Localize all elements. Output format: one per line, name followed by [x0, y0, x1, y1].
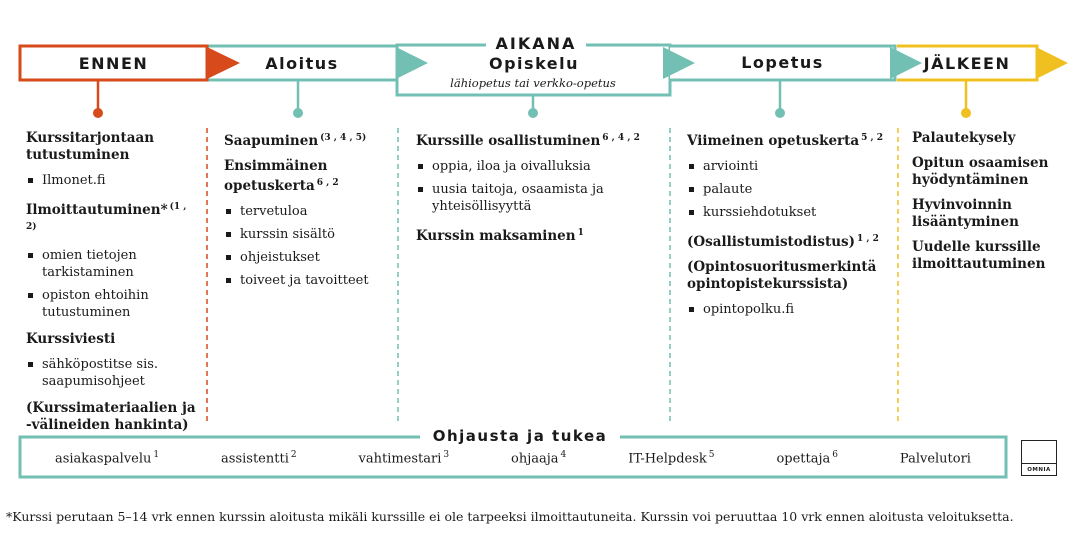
- column-opiskelu: [416, 130, 656, 253]
- list-lopetus-1: [687, 158, 887, 221]
- stage-lopetus-label: Lopetus: [741, 53, 824, 72]
- stage-opiskelu-label: Opiskelu: [489, 54, 579, 73]
- heading-ilmoittautuminen: [26, 199, 198, 239]
- heading-text: Ensimmäinen opetuskerta: [224, 158, 328, 194]
- list-item: toiveet ja tavoitteet: [224, 272, 390, 289]
- support-label: ohjaaja: [511, 451, 559, 467]
- list-item: sähköpostitse sis. saapumisohjeet: [26, 356, 198, 390]
- footnote-ref: 3: [443, 450, 450, 460]
- column-aloitus: [224, 130, 390, 299]
- list-item: arviointi: [687, 158, 887, 175]
- footnote-ref: (3 , 4 , 5): [320, 133, 367, 143]
- heading-ensimmainen: [224, 158, 390, 195]
- support-item: [221, 450, 297, 466]
- column-jalkeen: [912, 130, 1072, 281]
- support-item: [359, 450, 450, 466]
- support-item: [628, 450, 714, 466]
- stage-aikana-label: AIKANA: [486, 34, 586, 54]
- footnote-ref: 4: [560, 450, 567, 460]
- pin-aloitus-dot: [293, 108, 303, 118]
- list-item: oppia, iloa ja oivalluksia: [416, 158, 656, 175]
- heading-viimeinen: [687, 130, 887, 150]
- support-list: [24, 450, 1004, 466]
- pin-jalkeen-dot: [961, 108, 971, 118]
- footnote-ref: 1 , 2: [857, 234, 879, 244]
- list-item: tervetuloa: [224, 203, 390, 220]
- heading-text: Saapuminen: [224, 133, 319, 149]
- footnote-ref: 1: [153, 450, 160, 460]
- support-label: Palvelutori: [899, 451, 971, 467]
- pin-lopetus-dot: [775, 108, 785, 118]
- list-opiskelu: [416, 158, 656, 215]
- heading-todistus: [687, 231, 887, 251]
- heading-osallistuminen: [416, 130, 656, 150]
- heading-text: Ilmoittautuminen*: [26, 202, 168, 218]
- list-item: Ilmonet.fi: [26, 172, 198, 189]
- list-item: ohjeistukset: [224, 249, 390, 266]
- omnia-logo: [1021, 440, 1057, 476]
- list-item: kurssiehdotukset: [687, 204, 887, 221]
- heading-materiaalit: (Kurssimateriaalien ja -välineiden hankinta): [26, 400, 196, 433]
- list-item: opintopolku.fi: [687, 301, 887, 318]
- pin-opiskelu-dot: [528, 108, 538, 118]
- footnote-ref: (1 , 2): [26, 202, 187, 232]
- stage-jalkeen-label: JÄLKEEN: [923, 54, 1011, 73]
- footnote-text: *Kurssi perutaan 5–14 vrk ennen kurssin aloitusta mikäli kurssille ei ole tarpeeksi ilmoittautuneita. Kurssin voi peruuttaa 10 vrk ennen aloitusta veloituksetta.: [6, 509, 1014, 524]
- opiskelu-subtitle: lähiopetus tai verkko-opetus: [450, 76, 616, 90]
- support-item: [55, 450, 159, 466]
- support-item: [900, 450, 973, 466]
- list-ennen-2: [26, 247, 198, 321]
- heading-hyvinvointi: Hyvinvoinnin lisääntyminen: [912, 197, 1019, 230]
- list-item: uusia taitoja, osaamista ja yhteisöllisyyttä: [416, 181, 656, 215]
- heading-saapuminen: [224, 130, 390, 150]
- footnote-ref: 5 , 2: [861, 133, 884, 143]
- support-title: Ohjausta ja tukea: [420, 425, 620, 447]
- list-item: omien tietojen tarkistaminen: [26, 247, 198, 281]
- heading-uudelle: Uudelle kurssille ilmoittautuminen: [912, 239, 1046, 272]
- stage-aloitus-label: Aloitus: [265, 54, 339, 73]
- list-item: kurssin sisältö: [224, 226, 390, 243]
- heading-opintosuoritus: (Opintosuoritusmerkintä opintopistekurssista): [687, 259, 877, 292]
- heading-kurssiviesti: Kurssiviesti: [26, 331, 116, 347]
- list-aloitus: [224, 203, 390, 289]
- heading-maksaminen: [416, 225, 656, 245]
- heading-text: Kurssille osallistuminen: [416, 133, 601, 149]
- heading-opitun: Opitun osaamisen hyödyntäminen: [912, 155, 1049, 188]
- heading-palautekysely: Palautekysely: [912, 130, 1016, 146]
- stage-ennen-label: ENNEN: [78, 54, 149, 73]
- support-label: vahtimestari: [358, 451, 442, 467]
- heading-text: (Osallistumistodistus): [687, 234, 855, 250]
- support-item: [511, 450, 566, 466]
- footnote-ref: 5: [708, 450, 715, 460]
- footnote-ref: 6 , 2: [316, 178, 339, 188]
- heading-text: Kurssin maksaminen: [416, 228, 576, 244]
- pin-ennen-dot: [93, 108, 103, 118]
- list-lopetus-2: [687, 301, 887, 318]
- support-label: IT-Helpdesk: [628, 451, 707, 467]
- support-label: opettaja: [776, 451, 831, 467]
- footnote-ref: 6 , 4 , 2: [602, 133, 640, 143]
- column-ennen: [26, 130, 198, 442]
- footnote-ref: 6: [832, 450, 838, 460]
- support-label: asiakaspalvelu: [54, 451, 152, 467]
- support-label: assistentti: [221, 451, 289, 467]
- footnote-ref: 2: [290, 450, 297, 460]
- list-item: palaute: [687, 181, 887, 198]
- list-item: opiston ehtoihin tutustuminen: [26, 287, 198, 321]
- heading-text: Viimeinen opetuskerta: [687, 133, 860, 149]
- column-lopetus: [687, 130, 887, 328]
- footnote-ref: 1: [577, 228, 584, 238]
- list-ennen-3: [26, 356, 198, 390]
- list-ennen-1: [26, 172, 198, 189]
- support-item: [776, 450, 838, 466]
- arrowhead-jalkeen: [1036, 47, 1068, 79]
- logo-text: OMNIA: [1027, 467, 1051, 473]
- heading-kurssitarjonta: Kurssitarjontaan tutustuminen: [26, 130, 155, 163]
